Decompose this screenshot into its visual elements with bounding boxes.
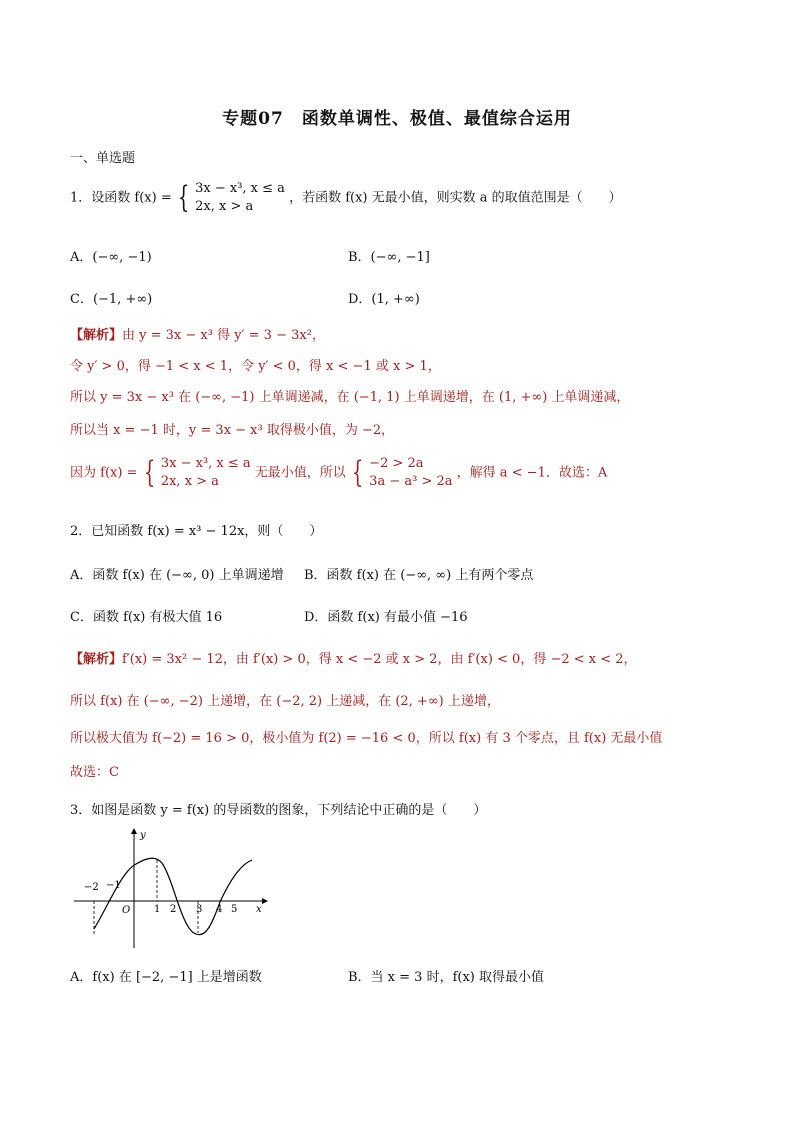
- analysis-tag: 【解析】: [70, 652, 123, 667]
- tick-label-3: 3: [196, 904, 203, 915]
- q2-option-b[interactable]: B．函数 f(x) 在 (−∞, ∞) 上有两个零点: [304, 568, 534, 583]
- x-axis-label: x: [256, 904, 262, 915]
- tick-label-1: 1: [154, 904, 161, 915]
- question-1-stem: [70, 180, 622, 216]
- q1-option-a[interactable]: A．(−∞, −1): [70, 250, 152, 265]
- q2-analysis-text-1: f′(x) = 3x² − 12，由 f′(x) > 0，得 x < −2 或 x > 2，由 f′(x) < 0，得 −2 < x < 2，: [122, 652, 637, 667]
- x-axis-arrow-icon: [262, 898, 268, 904]
- q2-analysis-line-2: 所以 f(x) 在 (−∞, −2) 上递增，在 (−2, 2) 上递减，在 (2, +∞) 上递增，: [70, 694, 500, 709]
- section-heading: 一、单选题: [70, 151, 136, 166]
- left-brace-icon: {: [177, 180, 190, 215]
- q1-a5-cond-2: 3a − a³ > 2a: [369, 474, 453, 489]
- q1-analysis-line-5: [70, 455, 607, 491]
- q1-a5-suffix: ，解得 a < −1．故选：A: [456, 465, 608, 481]
- q2-option-c[interactable]: C．函数 f(x) 有极大值 16: [70, 610, 223, 625]
- q3-option-a[interactable]: A．f(x) 在 [−2, −1] 上是增函数: [70, 970, 262, 985]
- q1-analysis-line-3: 所以 y = 3x − x³ 在 (−∞, −1) 上单调递减，在 (−1, 1) 上单调递增，在 (1, +∞) 上单调递减，: [70, 390, 630, 405]
- q1-option-b[interactable]: B．(−∞, −1]: [348, 250, 430, 265]
- q1-piecewise: [195, 180, 285, 216]
- q1-stem-prefix: 1．设函数: [70, 190, 131, 206]
- q2-option-d[interactable]: D．函数 f(x) 有最小值 −16: [304, 610, 468, 625]
- q3-option-b[interactable]: B．当 x = 3 时，f(x) 取得最小值: [348, 970, 544, 985]
- tick-label-4: 4: [216, 904, 223, 915]
- q1-stem-suffix: ，若函数 f(x) 无最小值，则实数 a 的取值范围是（ ）: [289, 190, 622, 206]
- q1-option-c[interactable]: C．(−1, +∞): [70, 292, 153, 307]
- q1-option-d[interactable]: D．(1, +∞): [348, 292, 420, 307]
- q1-a5-system: [369, 455, 452, 491]
- origin-label: O: [122, 905, 131, 916]
- q1-analysis-text-1: 由 y = 3x − x³ 得 y′ = 3 − 3x²，: [122, 328, 325, 343]
- q1-analysis-line-1: [70, 324, 325, 343]
- tick-label-neg2: −2: [84, 882, 99, 893]
- question-3-stem: 3．如图是函数 y = f(x) 的导函数的图象，下列结论中正确的是（ ）: [70, 803, 487, 818]
- question-2-stem: 2．已知函数 f(x) = x³ − 12x，则（ ）: [70, 524, 323, 539]
- tick-label-2: 2: [170, 904, 177, 915]
- q1-a5-piecewise: [161, 455, 251, 491]
- tick-label-neg1: −1: [106, 880, 121, 891]
- y-axis-label: y: [140, 830, 146, 841]
- q1-a5-cond-1: −2 > 2a: [369, 456, 424, 471]
- q1-fx: f(x) =: [134, 190, 172, 206]
- y-axis-arrow-icon: [131, 828, 137, 834]
- q1-piece-1: 3x − x³, x ≤ a: [195, 181, 285, 196]
- derivative-curve: [94, 858, 252, 934]
- left-brace-icon: {: [351, 455, 364, 490]
- q2-option-a[interactable]: A．函数 f(x) 在 (−∞, 0) 上单调递增: [70, 568, 284, 583]
- tick-label-5: 5: [231, 904, 238, 915]
- analysis-tag: 【解析】: [70, 328, 123, 343]
- left-brace-icon: {: [143, 455, 155, 490]
- page-title: 专题07 函数单调性、极值、最值综合运用: [222, 109, 572, 129]
- derivative-graph: [70, 826, 270, 954]
- q1-a5-piece-1: 3x − x³, x ≤ a: [160, 456, 251, 471]
- q2-analysis-line-3: 所以极大值为 f(−2) = 16 > 0，极小值为 f(2) = −16 < 0，所以 f(x) 有 3 个零点，且 f(x) 无最小值: [70, 731, 663, 746]
- q1-piece-2: 2x, x > a: [195, 199, 254, 214]
- q1-a5-piece-2: 2x, x > a: [160, 474, 219, 489]
- q1-a5-prefix: 因为 f(x) =: [70, 465, 138, 481]
- q1-a5-mid: 无最小值，所以: [254, 465, 346, 481]
- q1-analysis-line-2: 令 y′ > 0，得 −1 < x < 1，令 y′ < 0，得 x < −1 或 x > 1，: [70, 359, 441, 374]
- q2-analysis-line-1: [70, 648, 637, 667]
- q2-analysis-line-4: 故选：C: [70, 765, 119, 780]
- q1-analysis-line-4: 所以当 x = −1 时，y = 3x − x³ 取得极小值，为 −2，: [70, 423, 395, 438]
